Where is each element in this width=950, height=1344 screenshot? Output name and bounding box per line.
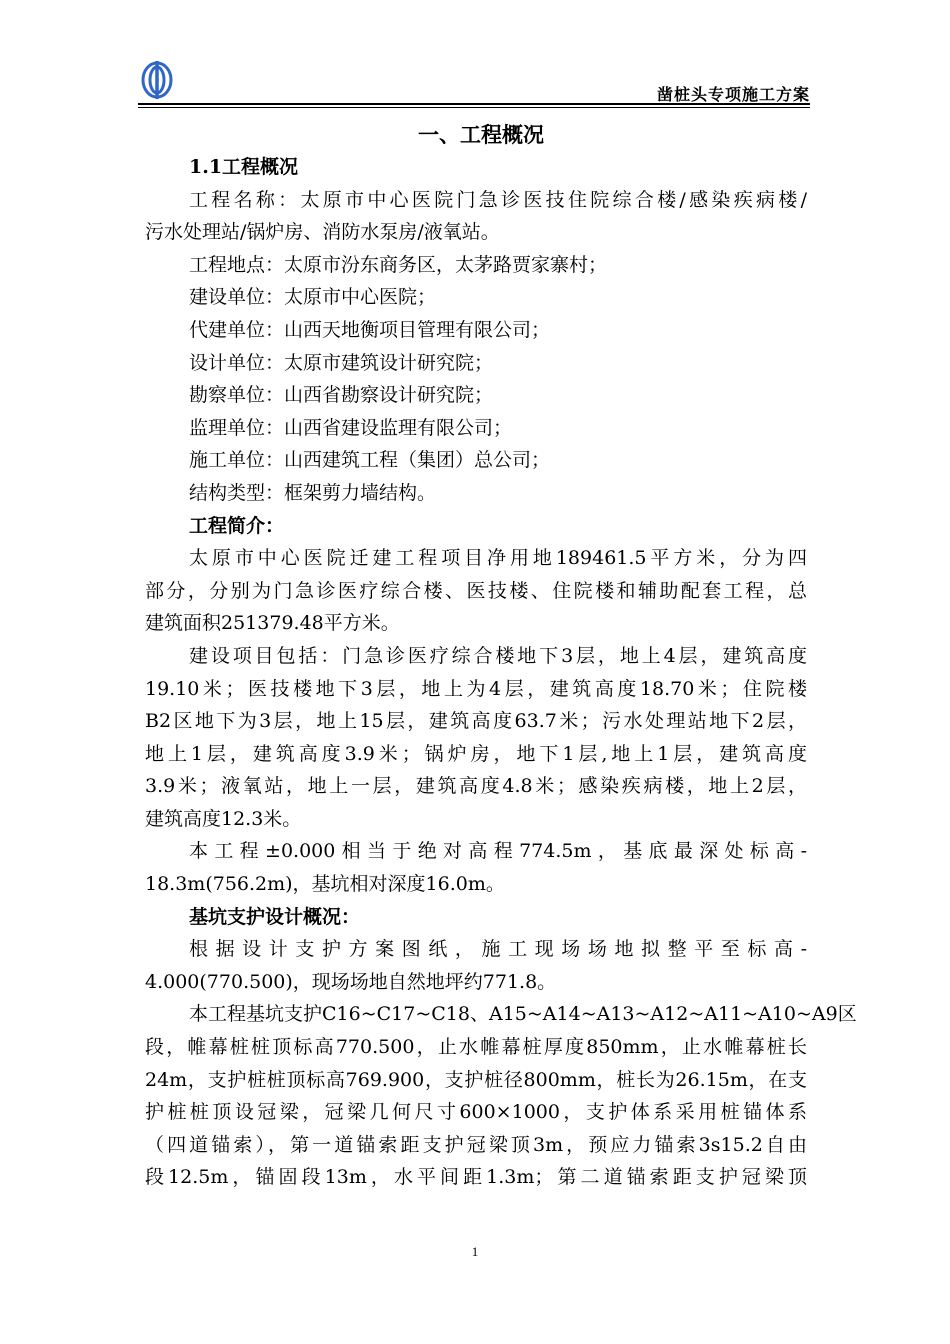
info-line: 代建单位：山西天地衡项目管理有限公司； — [189, 318, 551, 341]
info-line: 污水处理站/锅炉房、消防水泵房/液氧站。 — [145, 221, 500, 244]
paragraph-line: 部分，分别为门急诊医疗综合楼、医技楼、住院楼和辅助配套工程，总 — [145, 579, 807, 602]
info-line: 监理单位：山西省建设监理有限公司； — [189, 416, 513, 439]
paragraph-line: 建设项目包括：门急诊医疗综合楼地下3层，地上4层，建筑高度 — [189, 644, 807, 667]
paragraph-line: 本工程±0.000相当于绝对高程774.5m，基底最深处标高- — [189, 840, 807, 863]
info-line: 建设单位：太原市中心医院； — [189, 286, 437, 309]
paragraph-line: 18.3m(756.2m)，基坑相对深度16.0m。 — [145, 873, 505, 896]
info-line: 施工单位：山西建筑工程（集团）总公司； — [189, 449, 551, 472]
document-body — [145, 118, 857, 1194]
paragraph-line: 本工程基坑支护C16~C17~C18、A15~A14~A13~A12~A11~A10~A9区 — [189, 1003, 857, 1026]
info-line: 工程名称：太原市中心医院门急诊医技住院综合楼/感染疾病楼/ — [189, 188, 807, 211]
company-logo-icon — [140, 60, 174, 100]
paragraph-line: 建筑面积251379.48平方米。 — [145, 612, 400, 635]
intro-heading: 工程简介： — [189, 514, 285, 537]
paragraph-line: B2区地下为3层，地上15层，建筑高度63.7米；污水处理站地下2层， — [145, 710, 807, 733]
header-divider — [138, 103, 810, 105]
paragraph-line: 19.10米；医技楼地下3层，地上为4层，建筑高度18.70米；住院楼 — [145, 677, 807, 700]
page-number: 1 — [471, 1244, 479, 1259]
info-line: 工程地点：太原市汾东商务区，太茅路贾家寨村； — [189, 253, 608, 276]
paragraph-line: 护桩桩顶设冠梁，冠梁几何尺寸600×1000，支护体系采用桩锚体系 — [145, 1101, 807, 1124]
paragraph-line: （四道锚索），第一道锚索距支护冠梁顶3m，预应力锚索3s15.2自由 — [145, 1133, 807, 1156]
paragraph-line: 24m，支护桩桩顶标高769.900，支护桩径800mm，桩长为26.15m，在支 — [145, 1068, 807, 1091]
paragraph-line: 4.000(770.500)，现场场地自然地坪约771.8。 — [145, 970, 557, 993]
paragraph-line: 建筑高度12.3米。 — [145, 807, 302, 830]
info-line: 结构类型：框架剪力墙结构。 — [189, 481, 437, 504]
info-line: 勘察单位：山西省勘察设计研究院； — [189, 384, 494, 407]
paragraph-line: 太原市中心医院迁建工程项目净用地189461.5平方米，分为四 — [189, 547, 807, 570]
support-heading: 基坑支护设计概况： — [189, 905, 361, 928]
paragraph-line: 根据设计支护方案图纸，施工现场场地拟整平至标高- — [189, 938, 807, 961]
section-title: 1.1工程概况 — [189, 156, 299, 178]
page-header — [138, 60, 810, 106]
paragraph-line: 段12.5m，锚固段13m，水平间距1.3m；第二道锚索距支护冠梁顶 — [145, 1166, 807, 1189]
paragraph-line: 3.9米；液氧站，地上一层，建筑高度4.8米；感染疾病楼，地上2层， — [145, 775, 807, 798]
paragraph-line: 段，帷幕桩桩顶标高770.500，止水帷幕桩厚度850mm，止水帷幕桩长 — [145, 1036, 807, 1059]
paragraph-line: 地上1层，建筑高度3.9米；锅炉房，地下1层,地上1层，建筑高度 — [145, 742, 807, 765]
header-divider-thin — [138, 107, 810, 108]
chapter-title: 一、工程概况 — [418, 122, 544, 147]
document-title: 凿桩头专项施工方案 — [656, 85, 810, 104]
info-line: 设计单位：太原市建筑设计研究院； — [189, 351, 494, 374]
